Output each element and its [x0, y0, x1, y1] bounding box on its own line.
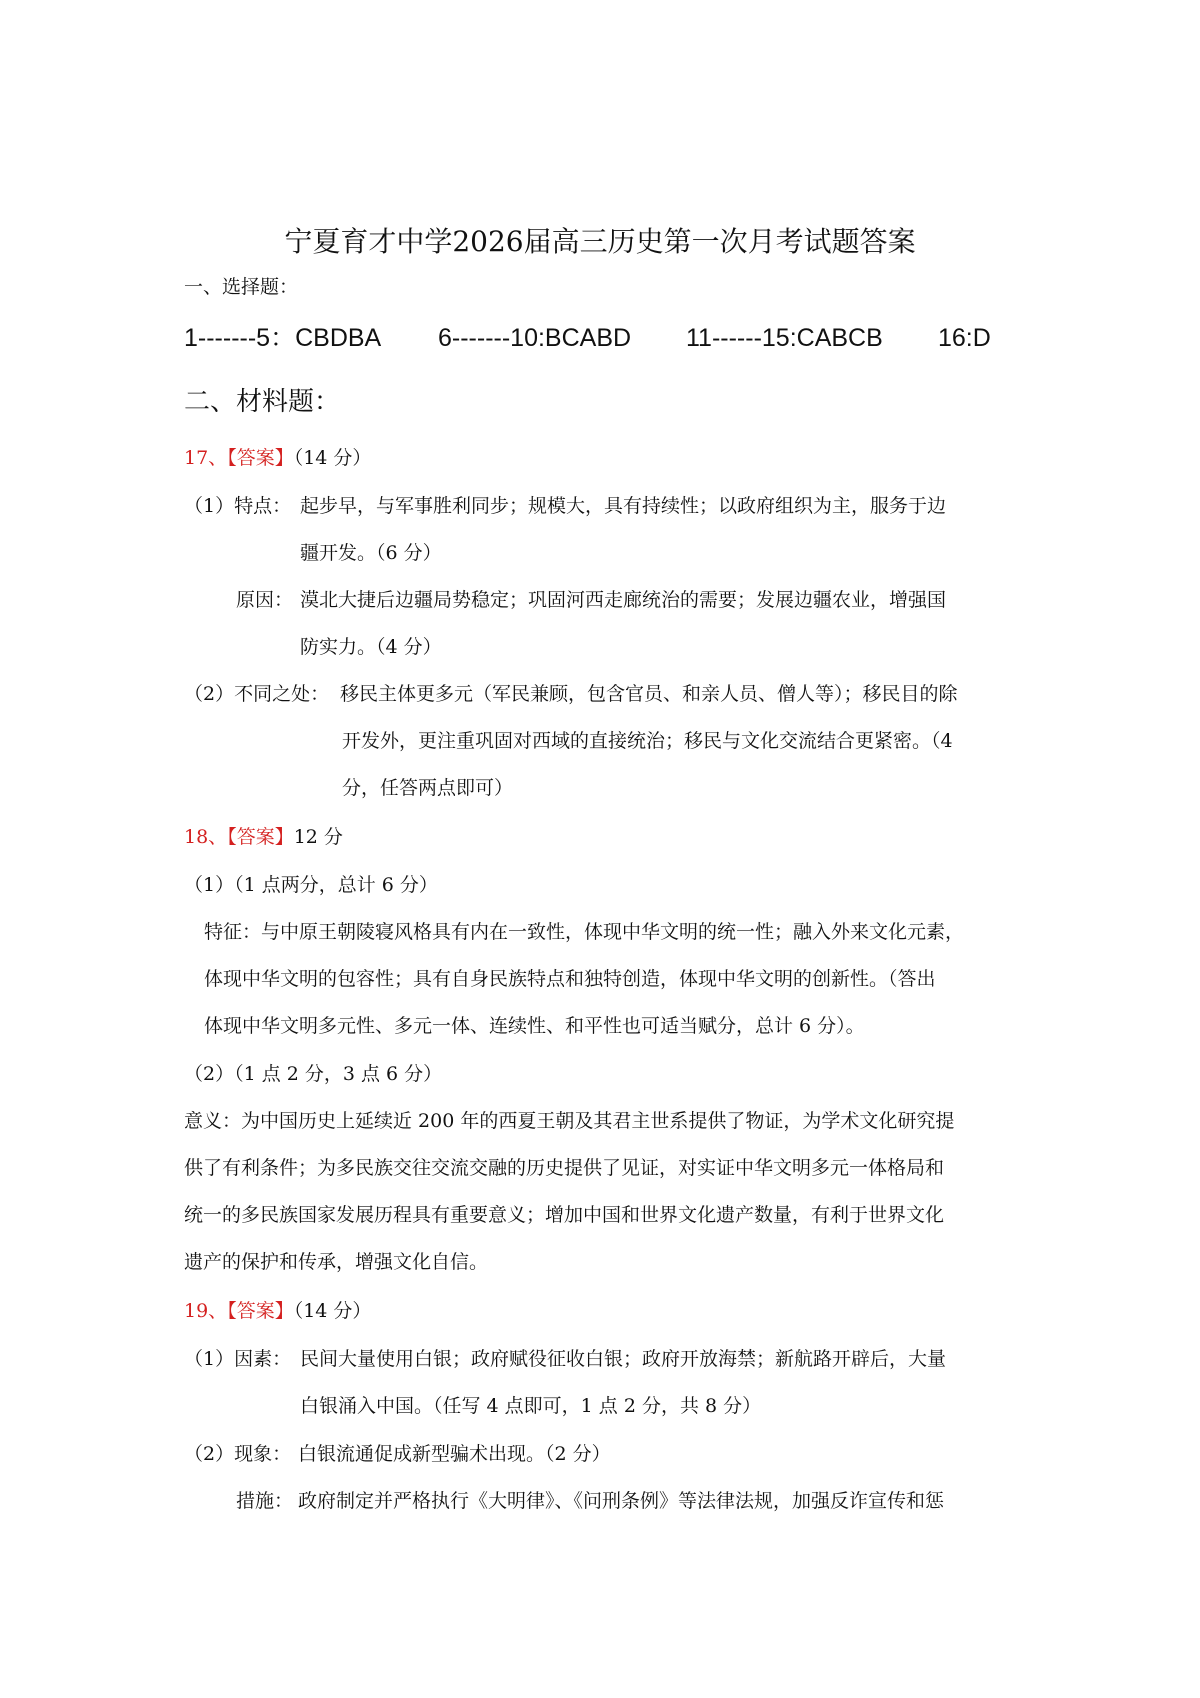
q18-part2-line2: 供了有利条件；为多民族交往交流交融的历史提供了见证，对实证中华文明多元一体格局和 — [184, 1157, 945, 1179]
mc-answers-11-15: 11------15:CABCB — [686, 324, 883, 352]
q17-part2-label: （2）不同之处： — [184, 683, 330, 705]
q19-number: 19、 — [184, 1300, 228, 1322]
q19-part1-label: （1）因素： — [184, 1348, 292, 1370]
q18-part1-line3: 体现中华文明多元性、多元一体、连续性、和平性也可适当赋分，总计 6 分）。 — [204, 1015, 865, 1037]
q18-part2-line4: 遗产的保护和传承，增强文化自信。 — [184, 1251, 489, 1273]
q17-header — [184, 443, 371, 473]
q17-reason-line2: 防实力。（4 分） — [300, 636, 442, 658]
q17-part1-label: （1）特点： — [184, 495, 292, 517]
q18-answer-tag: 【答案】 — [227, 826, 294, 848]
q17-answer-tag: 【答案】 — [227, 447, 294, 469]
q18-score: 12 分 — [293, 826, 343, 848]
q18-part2-label: （2）（1 点 2 分，3 点 6 分） — [184, 1063, 443, 1085]
q18-header — [184, 822, 343, 852]
section2-heading: 二、材料题： — [184, 387, 341, 417]
q17-number: 17、 — [184, 447, 228, 469]
q19-answer-tag: 【答案】 — [227, 1300, 294, 1322]
q19-part2-label: （2）现象： — [184, 1443, 292, 1465]
q19-header — [184, 1296, 371, 1326]
q17-part2-line2: 开发外，更注重巩固对西域的直接统治；移民与文化交流结合更紧密。（4 — [342, 730, 953, 752]
q18-part1-line1: 特征：与中原王朝陵寝风格具有内在一致性，体现中华文明的统一性；融入外来文化元素， — [204, 921, 965, 943]
q19-score: （14 分） — [293, 1300, 372, 1322]
page-title: 宁夏育才中学2026届高三历史第一次月考试题答案 — [284, 225, 916, 258]
q19-measure-text: 政府制定并严格执行《大明律》、《问刑条例》等法律法规，加强反诈宣传和惩 — [298, 1490, 945, 1512]
q17-reason-line1: 漠北大捷后边疆局势稳定；巩固河西走廊统治的需要；发展边疆农业，增强国 — [300, 589, 947, 611]
mc-answers-6-10: 6-------10:BCABD — [438, 324, 632, 352]
q17-part2-line1: 移民主体更多元（军民兼顾，包含官员、和亲人员、僧人等）；移民目的除 — [340, 683, 958, 705]
q18-part1-label: （1）（1 点两分，总计 6 分） — [184, 874, 438, 896]
q19-part1-line1: 民间大量使用白银；政府赋役征收白银；政府开放海禁；新航路开辟后，大量 — [300, 1348, 947, 1370]
q17-reason-label: 原因： — [236, 589, 294, 611]
q18-number: 18、 — [184, 826, 228, 848]
q19-measure-label: 措施： — [236, 1490, 294, 1512]
q19-part2-text: 白银流通促成新型骗术出现。（2 分） — [298, 1443, 611, 1465]
q17-score: （14 分） — [293, 447, 372, 469]
q17-part1-line2: 疆开发。（6 分） — [300, 542, 442, 564]
mc-answers-1-5: 1-------5：CBDBA — [184, 324, 382, 352]
q17-part2-line3: 分，任答两点即可） — [342, 777, 514, 799]
mc-answers-16: 16:D — [938, 324, 991, 352]
q18-part2-line1: 意义：为中国历史上延续近 200 年的西夏王朝及其君主世系提供了物证，为学术文化研究提 — [184, 1110, 955, 1132]
q18-part2-line3: 统一的多民族国家发展历程具有重要意义；增加中国和世界文化遗产数量，有利于世界文化 — [184, 1204, 945, 1226]
q17-part1-line1: 起步早，与军事胜利同步；规模大，具有持续性；以政府组织为主，服务于边 — [300, 495, 947, 517]
q18-part1-line2: 体现中华文明的包容性；具有自身民族特点和独特创造，体现中华文明的创新性。（答出 — [204, 968, 936, 990]
section1-heading: 一、选择题： — [184, 276, 299, 298]
q19-part1-line2: 白银涌入中国。（任写 4 点即可，1 点 2 分，共 8 分） — [300, 1395, 762, 1417]
